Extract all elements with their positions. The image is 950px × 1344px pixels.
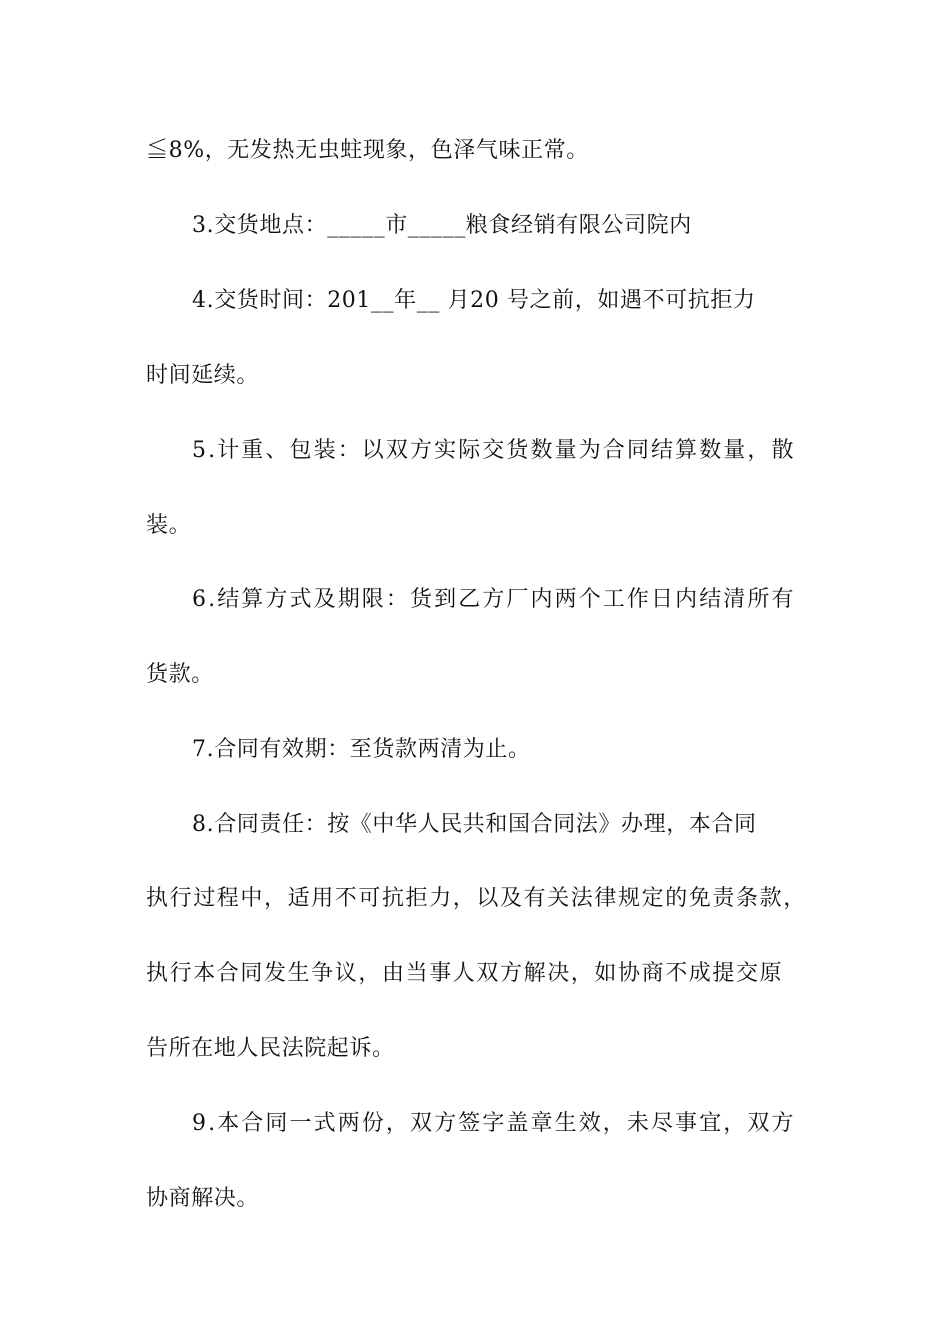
clause-4-delivery-time: 4.交货时间：201__年__ 月20 号之前，如遇不可抗拒力 bbox=[192, 288, 756, 313]
clause-8-continuation-3: 告所在地人民法院起诉。 bbox=[146, 1036, 395, 1061]
clause-9-continuation: 协商解决。 bbox=[146, 1186, 260, 1211]
clause-3-delivery-location: 3.交货地点：_____市_____粮食经销有限公司院内 bbox=[192, 213, 692, 238]
clause-8-continuation-1: 执行过程中，适用不可抗拒力，以及有关法律规定的免责条款， bbox=[146, 886, 807, 911]
clause-8-liability: 8.合同责任：按《中华人民共和国合同法》办理，本合同 bbox=[192, 812, 757, 837]
clause-5-weighing-packaging: 5.计重、包装：以双方实际交货数量为合同结算数量，散 bbox=[192, 438, 796, 463]
clause-6-continuation: 货款。 bbox=[146, 662, 214, 687]
clause-6-settlement: 6.结算方式及期限：货到乙方厂内两个工作日内结清所有 bbox=[192, 587, 796, 612]
clause-8-continuation-2: 执行本合同发生争议，由当事人双方解决，如协商不成提交原 bbox=[146, 961, 784, 986]
clause-5-continuation: 装。 bbox=[146, 513, 192, 538]
clause-2-continuation: ≦8%，无发热无虫蛀现象，色泽气味正常。 bbox=[146, 138, 589, 163]
clause-7-validity: 7.合同有效期：至货款两清为止。 bbox=[192, 737, 531, 762]
clause-4-continuation: 时间延续。 bbox=[146, 363, 260, 388]
clause-9-copies: 9.本合同一式两份，双方签字盖章生效，未尽事宜，双方 bbox=[192, 1111, 796, 1136]
